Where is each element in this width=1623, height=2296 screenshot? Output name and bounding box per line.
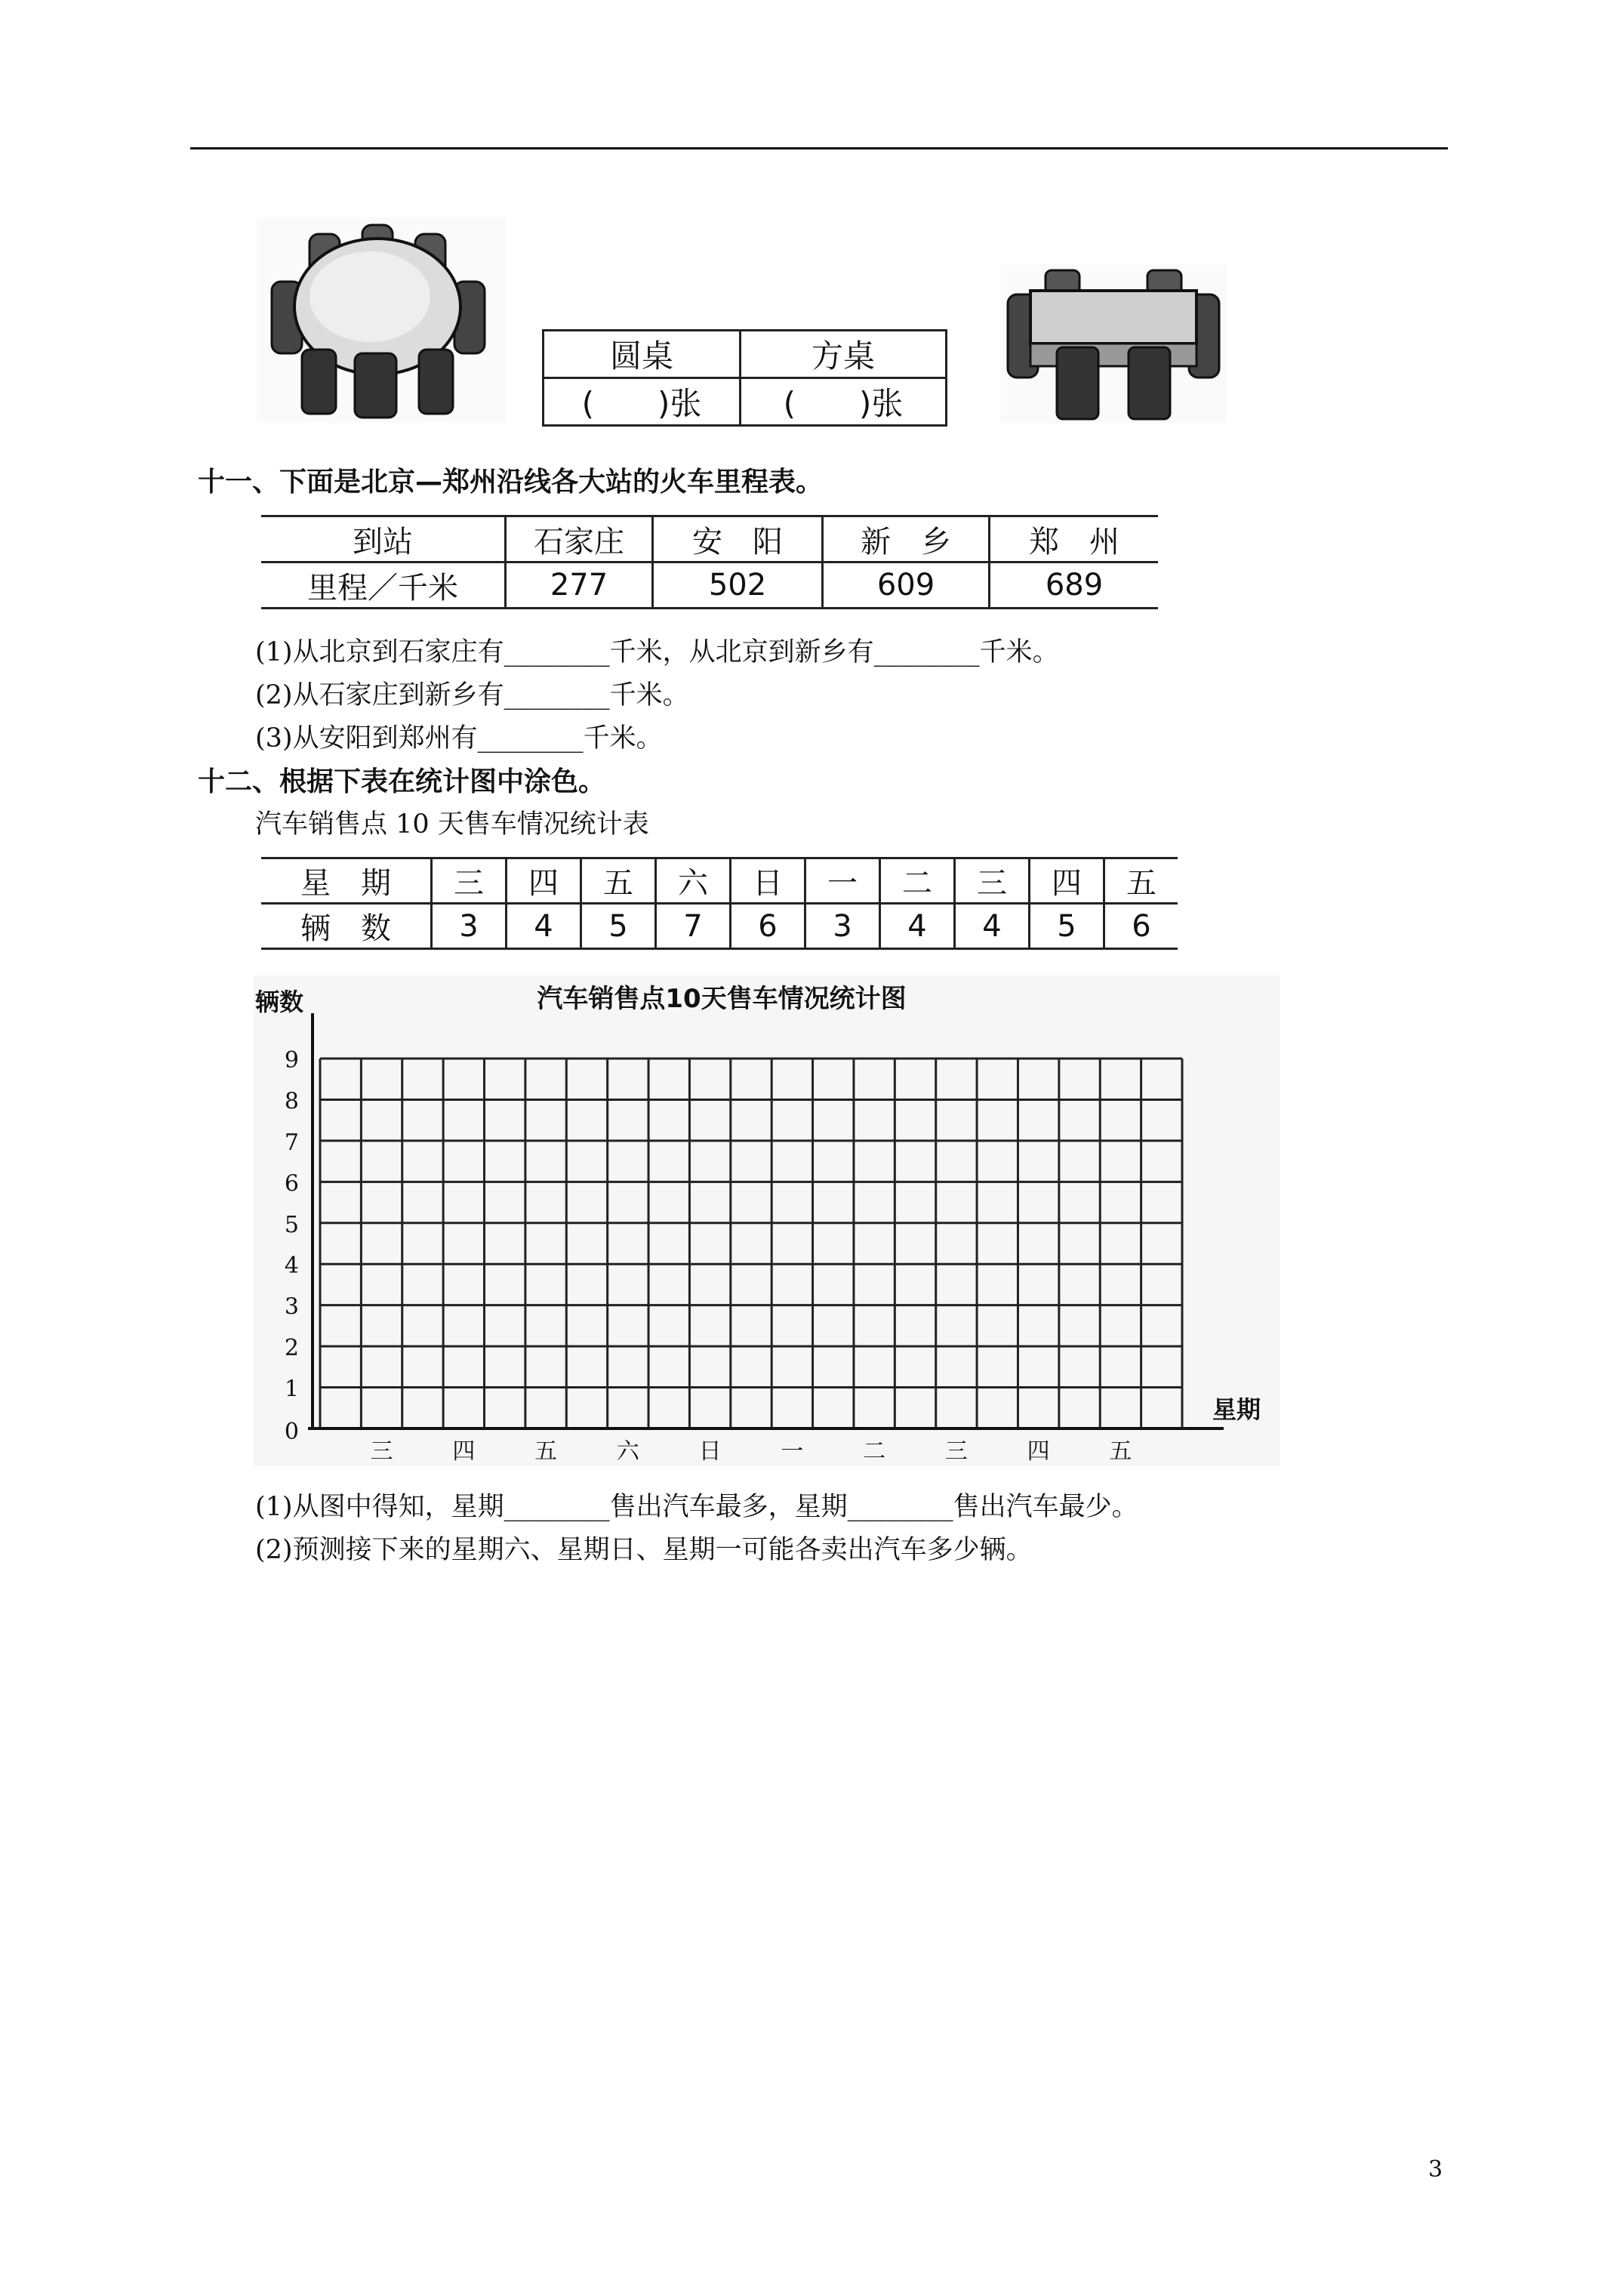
y-tick-label: 2 [284, 1335, 299, 1362]
tables-count-table [542, 329, 947, 427]
distance-cell: 609 [823, 562, 990, 609]
section-12-heading: 十二、根据下表在统计图中涂色。 [198, 766, 606, 797]
y-axis-label: 辆数 [255, 988, 304, 1016]
sales-chart [254, 975, 1280, 1466]
section-11-question-1: (1)从北京到石家庄有________千米，从北京到新乡有________千米。 [255, 637, 1059, 667]
count-cell: 6 [1104, 904, 1178, 949]
y-tick-label: 5 [284, 1211, 299, 1238]
count-cell: 4 [507, 904, 581, 949]
y-tick-label: 3 [284, 1293, 299, 1321]
x-tick-label: 六 [616, 1438, 639, 1465]
day-cell: 四 [1030, 858, 1104, 904]
section-11-question-2: (2)从石家庄到新乡有________千米。 [255, 680, 689, 710]
sales-chart-svg [254, 975, 1280, 1466]
x-tick-label: 一 [781, 1438, 804, 1465]
day-cell: 二 [880, 858, 955, 904]
station-cell: 安 阳 [653, 516, 823, 562]
x-tick-label: 三 [370, 1438, 393, 1465]
x-axis-label: 星期 [1212, 1395, 1261, 1424]
day-cell: 一 [805, 858, 880, 904]
y-tick-label: 7 [284, 1129, 299, 1156]
chart-title: 汽车销售点10天售车情况统计图 [537, 984, 907, 1014]
y-tick-label: 0 [284, 1419, 299, 1445]
day-cell: 六 [656, 858, 731, 904]
count-cell: 3 [805, 904, 880, 949]
day-cell: 四 [507, 858, 581, 904]
sales-table-title: 汽车销售点 10 天售车情况统计表 [255, 809, 649, 840]
count-cell: 5 [581, 904, 656, 949]
mileage-row-label-distance: 里程／千米 [261, 562, 506, 609]
station-cell: 郑 州 [990, 516, 1159, 562]
sales-table [261, 857, 1178, 950]
section-12-question-1: (1)从图中得知，星期________售出汽车最多，星期________售出汽车最少。 [255, 1492, 1138, 1522]
distance-cell: 502 [653, 562, 823, 609]
mileage-table [261, 515, 1158, 609]
y-tick-label: 4 [284, 1253, 299, 1280]
sales-row-label-count: 辆 数 [261, 904, 432, 949]
round-table-image [257, 217, 506, 423]
square-table-header: 方桌 [741, 331, 947, 378]
square-table-answer: ( )张 [741, 378, 947, 426]
day-cell: 三 [955, 858, 1030, 904]
station-cell: 石家庄 [506, 516, 653, 562]
page-number: 3 [1428, 2156, 1443, 2183]
x-tick-label: 四 [452, 1438, 476, 1465]
count-cell: 4 [955, 904, 1030, 949]
y-tick-label: 9 [284, 1047, 299, 1074]
square-table-image [1000, 264, 1227, 423]
x-tick-label: 五 [534, 1438, 558, 1465]
day-cell: 五 [581, 858, 656, 904]
distance-cell: 277 [506, 562, 653, 609]
count-cell: 3 [432, 904, 507, 949]
round-table-header: 圆桌 [544, 331, 741, 378]
header-rule [190, 147, 1448, 149]
round-table-answer: ( )张 [544, 378, 741, 426]
count-cell: 7 [656, 904, 731, 949]
sales-row-label-day: 星 期 [261, 858, 432, 904]
section-11-question-3: (3)从安阳到郑州有________千米。 [255, 723, 663, 754]
count-cell: 6 [731, 904, 805, 949]
mileage-row-label-station: 到站 [261, 516, 506, 562]
station-cell: 新 乡 [823, 516, 990, 562]
section-11-heading: 十一、下面是北京—郑州沿线各大站的火车里程表。 [198, 467, 824, 498]
x-tick-label: 日 [698, 1438, 722, 1465]
count-cell: 4 [880, 904, 955, 949]
y-tick-label: 1 [284, 1376, 299, 1403]
x-tick-label: 二 [863, 1438, 886, 1465]
x-tick-label: 三 [944, 1438, 968, 1465]
day-cell: 五 [1104, 858, 1178, 904]
x-tick-label: 五 [1109, 1438, 1132, 1465]
day-cell: 日 [731, 858, 805, 904]
section-12-question-2: (2)预测接下来的星期六、星期日、星期一可能各卖出汽车多少辆。 [255, 1535, 1033, 1565]
count-cell: 5 [1030, 904, 1104, 949]
day-cell: 三 [432, 858, 507, 904]
distance-cell: 689 [990, 562, 1159, 609]
x-tick-label: 四 [1027, 1438, 1050, 1465]
y-tick-label: 8 [284, 1088, 299, 1115]
y-tick-label: 6 [284, 1170, 299, 1197]
